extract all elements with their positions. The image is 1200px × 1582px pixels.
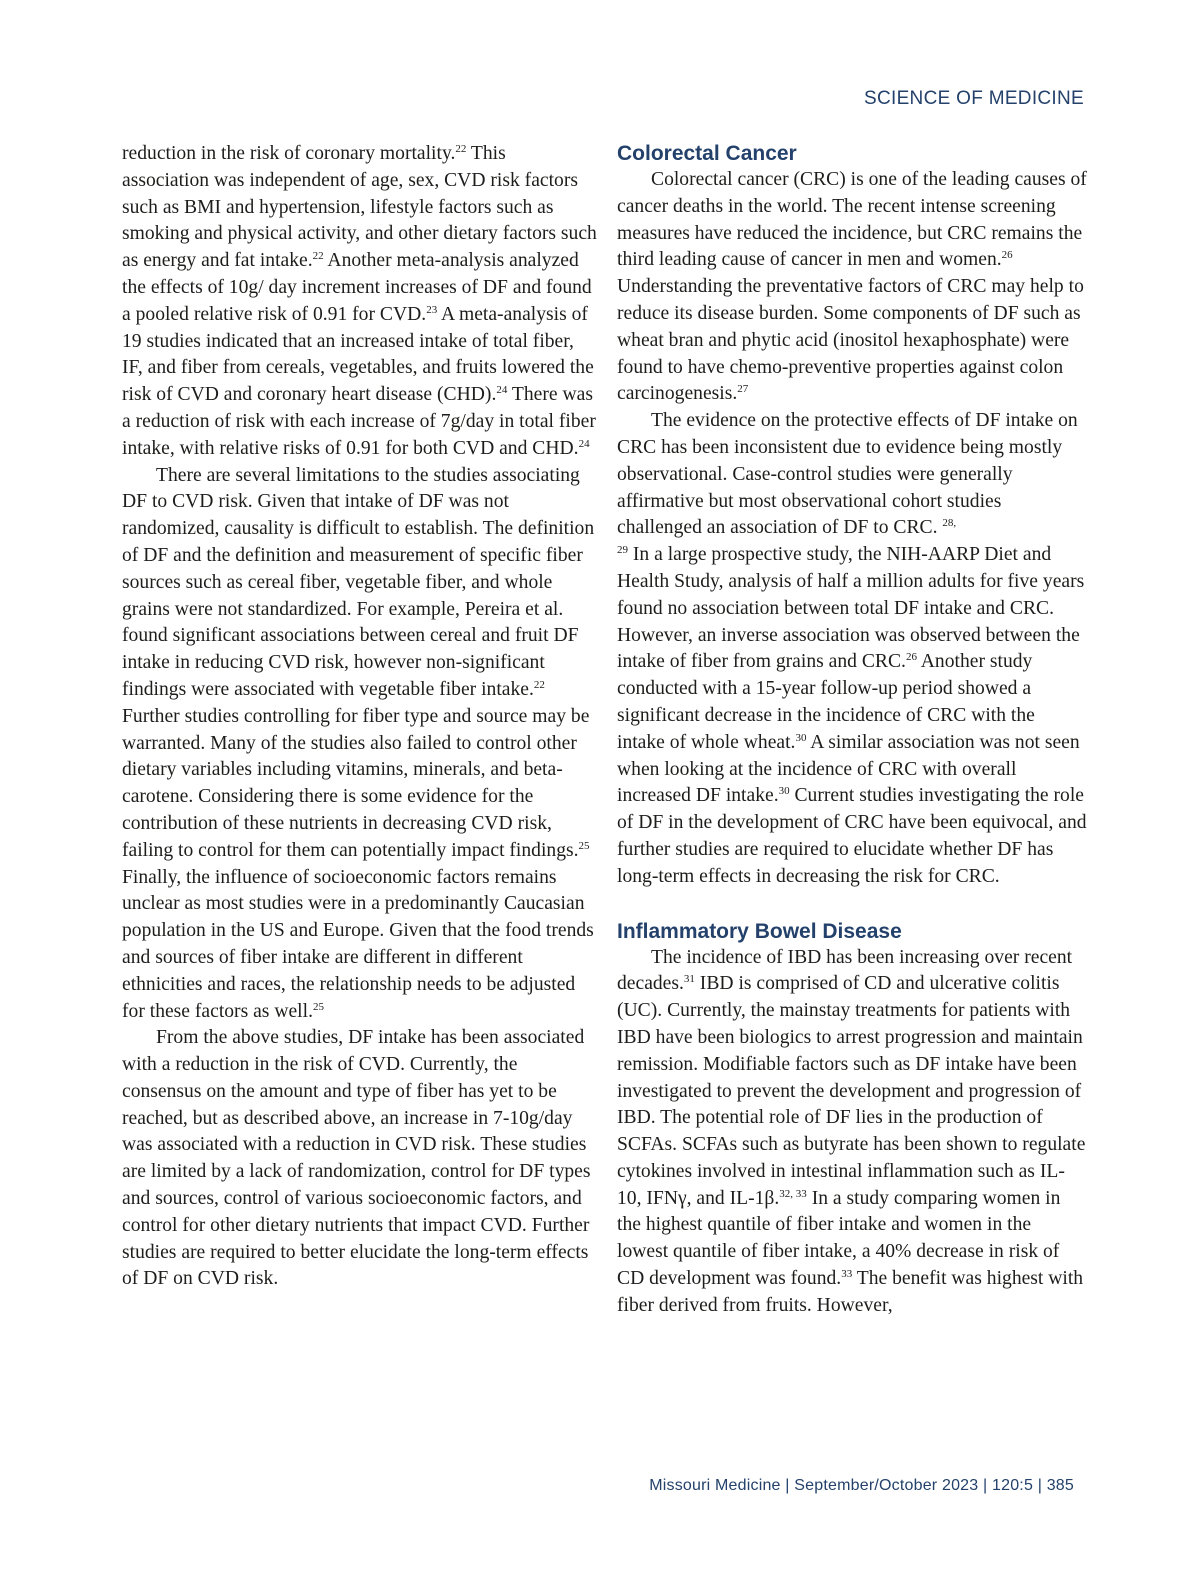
citation: 22	[533, 678, 545, 691]
right-column	[617, 141, 1087, 1320]
citation: 27	[737, 383, 749, 396]
citation: 31	[683, 973, 695, 986]
paragraph: The evidence on the protective effects of DF intake on CRC has been inconsistent due to evidence being mostly observational. Case-control studies were generally affirmative but most observational cohort studies challenged an association of DF to CRC. $^{28,}$ $^{29}$ In a large prospective study, the NIH-AARP Diet and Health Study, analysis of half a million adults for five years found no association between total DF intake and CRC. However, an inverse association was observed between the intake of fiber from grains and CRC.$^{26}$ Another study conducted with a 15-year follow-up period showed a significant decrease in the incidence of CRC with the intake of whole wheat.$^{30}$ A similar association was not seen when looking at the incidence of CRC with overall increased DF intake.$^{30}$ Current studies investigating the role of DF in the development of CRC have been equivocal, and further studies are required to elucidate whether DF has long-term effects in decreasing the risk for CRC.	[617, 410, 1087, 887]
section-heading: Colorectal Cancer	[617, 142, 797, 165]
citation: 24	[578, 437, 590, 450]
citation: 26	[1001, 249, 1013, 262]
paragraph: The incidence of IBD has been increasing over recent decades.$^{31}$ IBD is comprised of CD and ulcerative colitis (UC). Currently, the mainstay treatments for patients with IBD have been biologics to arrest progression and maintain remission. Modifiable factors such as DF intake have been investigated to prevent the development and progression of IBD. The potential role of DF lies in the production of SCFAs. SCFAs such as butyrate has been shown to regulate cytokines involved in intestinal inflammation such as IL-10, IFNγ, and IL-1β.$^{32, 33}$ In a study comparing women in the highest quantile of fiber intake and women in the lowest quantile of fiber intake, a 40% decrease in risk of CD development was found.$^{33}$ The benefit was highest with fiber derived from fruits. However,	[617, 946, 1086, 1316]
citation: 29	[617, 544, 628, 557]
citation: 32, 33	[779, 1187, 807, 1200]
paragraph: From the above studies, DF intake has been associated with a reduction in the risk of CVD. Currently, the consensus on the amount and type of fiber has yet to be reached, but as described above, an increase in 7-10g/day was associated with a reduction in CVD risk. These studies are limited by a lack of randomization, control for DF types and sources, control of various socioeconomic factors, and control for other dietary nutrients that impact CVD. Further studies are required to better elucidate the long-term effects of DF on CVD risk.	[122, 1027, 591, 1290]
citation: 25	[312, 1000, 324, 1013]
citation: 22	[312, 250, 324, 263]
citation: 28,	[942, 517, 957, 530]
paragraph: reduction in the risk of coronary mortality.$^{22}$ This association was independent of age, sex, CVD risk factors such as BMI and hypertension, lifestyle factors such as smoking and physical activity, and other dietary factors such as energy and fat intake.$^{22}$ Another meta-analysis analyzed the effects of 10g/ day increment increases of DF and found a pooled relative risk of 0.91 for CVD.$^{23}$ A meta-analysis of 19 studies indicated that an increased intake of total fiber, IF, and fiber from cereals, vegetables, and fruits lowered the risk of CVD and coronary heart disease (CHD).$^{24}$ There was a reduction of risk with each increase of 7g/day in total fiber intake, with relative risks of 0.91 for both CVD and CHD.$^{24}$	[122, 143, 597, 459]
running-header: SCIENCE OF MEDICINE	[864, 88, 1084, 109]
citation: 30	[795, 731, 807, 744]
citation: 30	[778, 785, 790, 798]
citation: 23	[426, 303, 438, 316]
paragraph: There are several limitations to the studies associating DF to CVD risk. Given that intake of DF was not randomized, causality is difficult to establish. The definition of DF and the definition and measurement of specific fiber sources such as cereal fiber, vegetable fiber, and whole grains were not standardized. For example, Pereira et al. found significant associations between cereal and fruit DF intake in reducing CVD risk, however non-significant findings were associated with vegetable fiber intake.$^{22}$ Further studies controlling for fiber type and source may be warranted. Many of the studies also failed to control other dietary variables including vitamins, minerals, and beta-carotene. Considering there is some evidence for the contribution of these nutrients in decreasing CVD risk, failing to control for them can potentially impact findings.$^{25}$ Finally, the influence of socioeconomic factors remains unclear as most studies were in a predominantly Caucasian population in the US and Europe. Given that the food trends and sources of fiber intake are different in different ethnicities and races, the relationship needs to be adjusted for these factors as well.$^{25}$	[122, 464, 595, 1022]
left-column	[122, 141, 597, 1293]
citation: 25	[578, 839, 590, 852]
page-footer: Missouri Medicine | September/October 2023 | 120:5 | 385	[649, 1477, 1074, 1494]
citation: 26	[905, 651, 917, 664]
citation: 33	[841, 1268, 853, 1281]
section-heading: Inflammatory Bowel Disease	[617, 919, 902, 943]
citation: 22	[455, 143, 467, 155]
paragraph: Colorectal cancer (CRC) is one of the leading causes of cancer deaths in the world. The recent intense screening measures have reduced the incidence, but CRC remains the third leading cause of cancer in men and women.$^{26}$ Understanding the preventative factors of CRC may help to reduce its disease burden. Some components of DF such as wheat bran and phytic acid (inositol hexaphosphate) were found to have chemo-preventive properties against colon carcinogenesis.$^{27}$	[617, 169, 1087, 405]
citation: 24	[496, 384, 508, 397]
